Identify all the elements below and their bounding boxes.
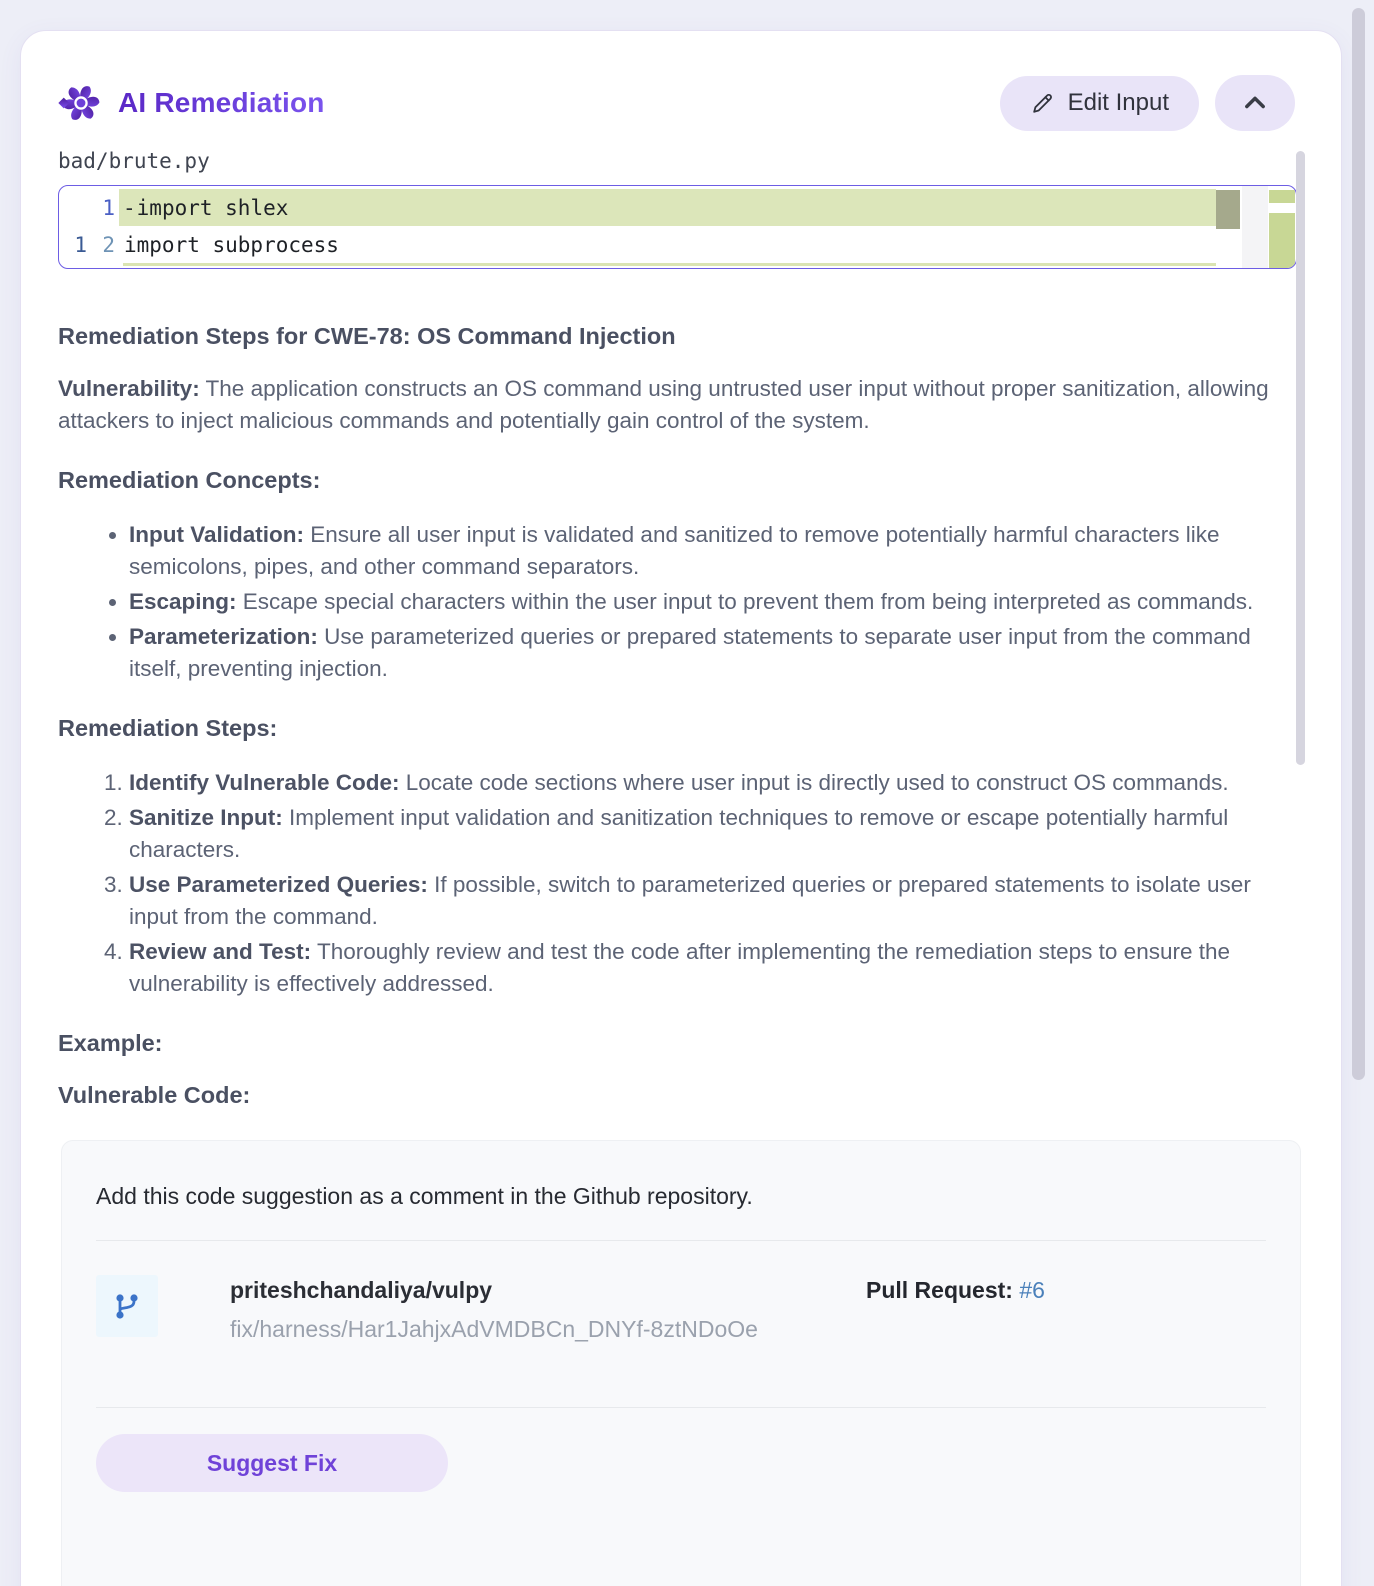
- list-item: 1. Identify Vulnerable Code: Locate code sections where user input is directly used to construct OS commands.: [129, 767, 1286, 799]
- steps-heading: Remediation Steps:: [58, 715, 278, 741]
- repository-row: [96, 1275, 1266, 1343]
- list-item: • Escaping: Escape special characters within the user input to prevent them from being interpreted as commands.: [129, 586, 1286, 618]
- panel-header: [58, 75, 1295, 131]
- diff-minimap-track: [1242, 186, 1268, 268]
- vulnerability-paragraph: Vulnerability: The application constructs an OS command using untrusted user input without proper sanitization, allowing attackers to inject malicious commands and potentially gain control of the system.: [58, 376, 1269, 433]
- repo-name: priteshchandaliya/vulpy: [230, 1277, 493, 1303]
- diff-next-line-edge: [123, 263, 1216, 266]
- panel-scrollbar-thumb[interactable]: [1296, 151, 1305, 765]
- chevron-up-icon: [1241, 89, 1269, 117]
- edit-input-button[interactable]: [1000, 76, 1199, 131]
- git-branch-icon: [111, 1290, 143, 1322]
- list-item: • Input Validation: Ensure all user input is validated and sanitized to remove potentially harmful characters like semicolons, pipes, and other command separators.: [129, 519, 1286, 583]
- panel-title: AI Remediation: [118, 87, 325, 118]
- new-line-number: 2: [102, 232, 115, 257]
- edit-input-label: Edit Input: [1067, 89, 1169, 116]
- pull-request-link[interactable]: #6: [1019, 1277, 1045, 1303]
- suggestion-instruction: Add this code suggestion as a comment in the Github repository.: [96, 1183, 753, 1209]
- list-item: • Parameterization: Use parameterized queries or prepared statements to separate user input from the command itself, preventing injection.: [129, 621, 1286, 685]
- divider: [96, 1240, 1266, 1241]
- code-line: import subprocess: [124, 232, 339, 257]
- code-diff-viewer[interactable]: [58, 185, 1297, 269]
- pull-request-label: Pull Request:: [866, 1277, 1020, 1303]
- code-line: import shlex: [136, 195, 289, 220]
- old-line-number: 1: [74, 232, 87, 257]
- suggest-fix-button[interactable]: Suggest Fix: [96, 1434, 448, 1492]
- page-scrollbar-thumb[interactable]: [1352, 8, 1365, 1080]
- diff-minimap-added: [1269, 186, 1295, 268]
- steps-list: [58, 767, 1286, 1000]
- diff-scrollbar-thumb[interactable]: [1216, 190, 1240, 229]
- diff-line-context: [59, 226, 1216, 263]
- concepts-list: [58, 519, 1286, 685]
- concepts-heading: Remediation Concepts:: [58, 467, 321, 493]
- repo-branch: fix/harness/Har1JahjxAdVMDBCn_DNYf-8ztNDoOe: [230, 1316, 758, 1342]
- ai-remediation-panel: [20, 30, 1342, 1586]
- example-heading: Example:: [58, 1030, 163, 1056]
- repo-icon-box: [96, 1275, 158, 1337]
- diff-line-added: [59, 189, 1216, 226]
- diff-filename: bad/brute.py: [58, 149, 210, 173]
- diff-marker: -: [123, 195, 136, 220]
- new-line-number: 1: [102, 195, 115, 220]
- divider: [96, 1407, 1266, 1408]
- list-item: 4. Review and Test: Thoroughly review and test the code after implementing the remediation steps to ensure the vulnerability is effectively addressed.: [129, 936, 1286, 1000]
- list-item: 3. Use Parameterized Queries: If possible, switch to parameterized queries or prepared statements to isolate user input from the command.: [129, 869, 1286, 933]
- vulnerable-code-heading: Vulnerable Code:: [58, 1082, 251, 1108]
- pencil-icon: [1030, 91, 1055, 116]
- ai-sparkle-logo-icon: [58, 80, 104, 126]
- github-suggestion-card: [61, 1140, 1301, 1586]
- pull-request-block: [866, 1277, 1266, 1304]
- cwe-heading: Remediation Steps for CWE-78: OS Command Injection: [58, 323, 676, 349]
- remediation-content: [58, 321, 1286, 1110]
- list-item: 2. Sanitize Input: Implement input validation and sanitization techniques to remove or escape potentially harmful characters.: [129, 802, 1286, 866]
- collapse-button[interactable]: [1215, 75, 1295, 131]
